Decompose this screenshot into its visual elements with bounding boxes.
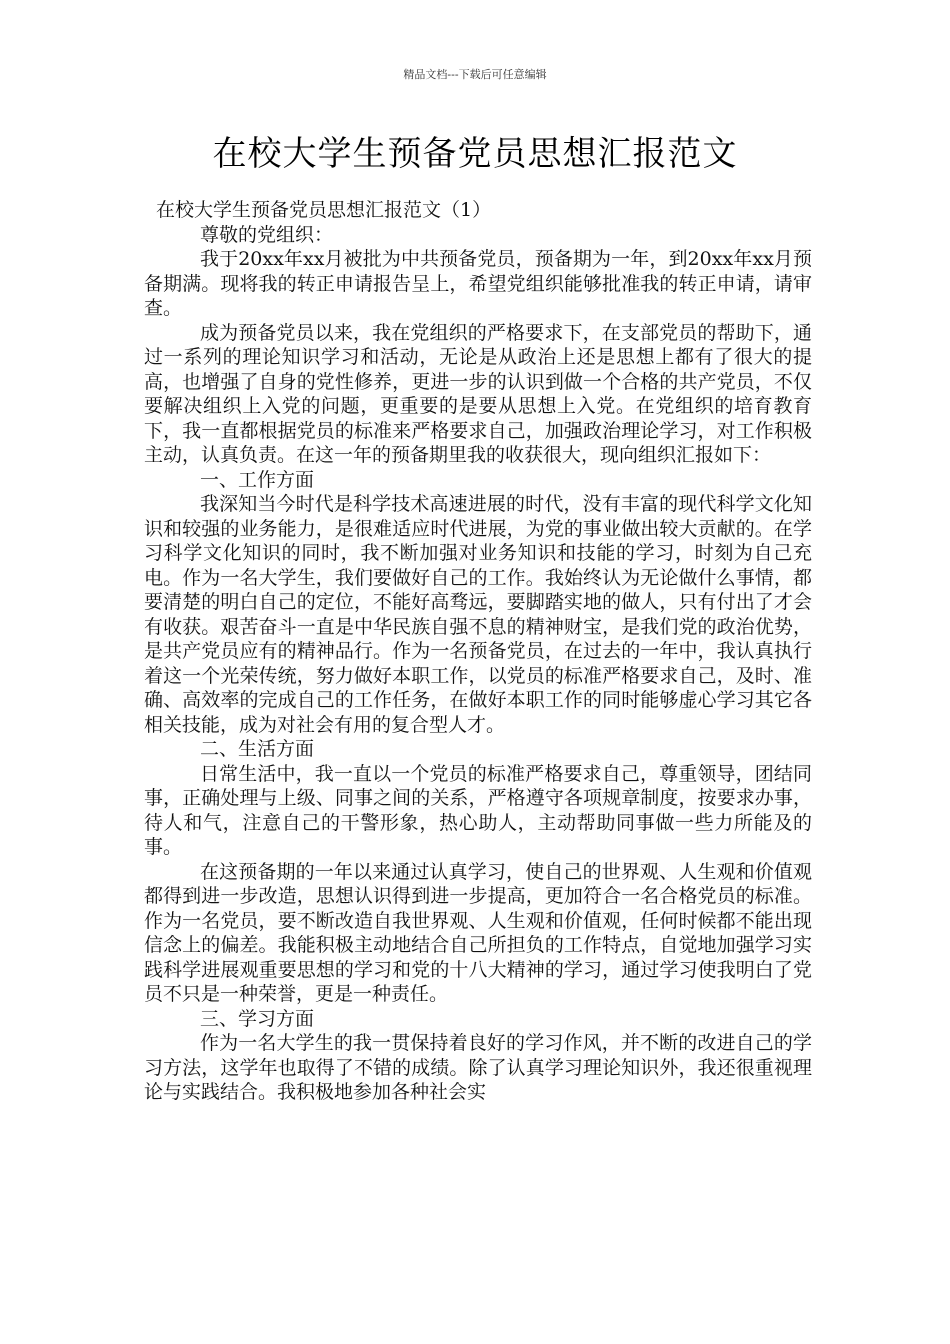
document-subtitle: 在校大学生预备党员思想汇报范文（1） (156, 199, 492, 221)
paragraph-intro: 我于20xx年xx月被批为中共预备党员，预备期为一年，到20xx年xx月预备期满。现将我的转正申请报告呈上，希望党组织能够批准我的转正申请，请审查。 (144, 248, 812, 319)
header-note: 精品文档---下载后可任意编辑 (403, 68, 547, 81)
paragraph-overview: 成为预备党员以来，我在党组织的严格要求下，在支部党员的帮助下，通过一系列的理论知识学习和活动，无论是从政治上还是思想上都有了很大的提高，也增强了自身的党性修养，更进一步的认识到做一个合格的共产党员，不仅要解决组织上入党的问题，更重要的是要从思想上入党。在党组织的培育教育下，我一直都根据党员的标准来严格要求自己，加强政治理论学习，对工作积极主动，认真负责。在这一年的预备期里我的收获很大，现向组织汇报如下： (144, 321, 812, 466)
section-heading-life: 二、生活方面 (200, 738, 315, 760)
salutation: 尊敬的党组织： (200, 223, 334, 246)
paragraph-work: 我深知当今时代是科学技术高速进展的时代，没有丰富的现代科学文化知识和较强的业务能力，是很难适应时代进展，为党的事业做出较大贡献的。在学习科学文化知识的同时，我不断加强对业务知识和技能的学习，时刻为自己充电。作为一名大学生，我们要做好自己的工作。我始终认为无论做什么事情，都要清楚的明白自己的定位，不能好高骛远，要脚踏实地的做人，只有付出了才会有收获。艰苦奋斗一直是中华民族自强不息的精神财宝，是我们党的政治优势，是共产党员应有的精神品行。作为一名预备党员，在过去的一年中，我认真执行着这一个光荣传统，努力做好本职工作，以党员的标准严格要求自己，及时、准确、高效率的完成自己的工作任务，在做好本职工作的同时能够虚心学习其它各相关技能，成为对社会有用的复合型人才。 (144, 493, 812, 736)
paragraph-study: 作为一名大学生的我一贯保持着良好的学习作风，并不断的改进自己的学习方法，这学年也取得了不错的成绩。除了认真学习理论知识外，我还很重视理论与实践结合。我积极地参加各种社会实 (144, 1032, 812, 1103)
paragraph-life: 日常生活中，我一直以一个党员的标准严格要求自己，尊重领导，团结同事，正确处理与上级、同事之间的关系，严格遵守各项规章制度，按要求办事，待人和气，注意自己的干警形象，热心助人，主动帮助同事做一些力所能及的事。 (144, 762, 812, 858)
document-title: 在校大学生预备党员思想汇报范文 (212, 134, 738, 174)
section-heading-work: 一、工作方面 (200, 468, 315, 491)
document-body (144, 198, 812, 1105)
paragraph-ideology: 在这预备期的一年以来通过认真学习，使自己的世界观、人生观和价值观都得到进一步改造，思想认识得到进一步提高，更加符合一名合格党员的标准。作为一名党员，要不断改造自我世界观、人生观和价值观，任何时候都不能出现信念上的偏差。我能积极主动地结合自己所担负的工作特点，自觉地加强学习实践科学进展观重要思想的学习和党的十八大精神的学习，通过学习使我明白了党员不只是一种荣誉，更是一种责任。 (144, 860, 812, 1005)
section-heading-study: 三、学习方面 (200, 1007, 315, 1030)
